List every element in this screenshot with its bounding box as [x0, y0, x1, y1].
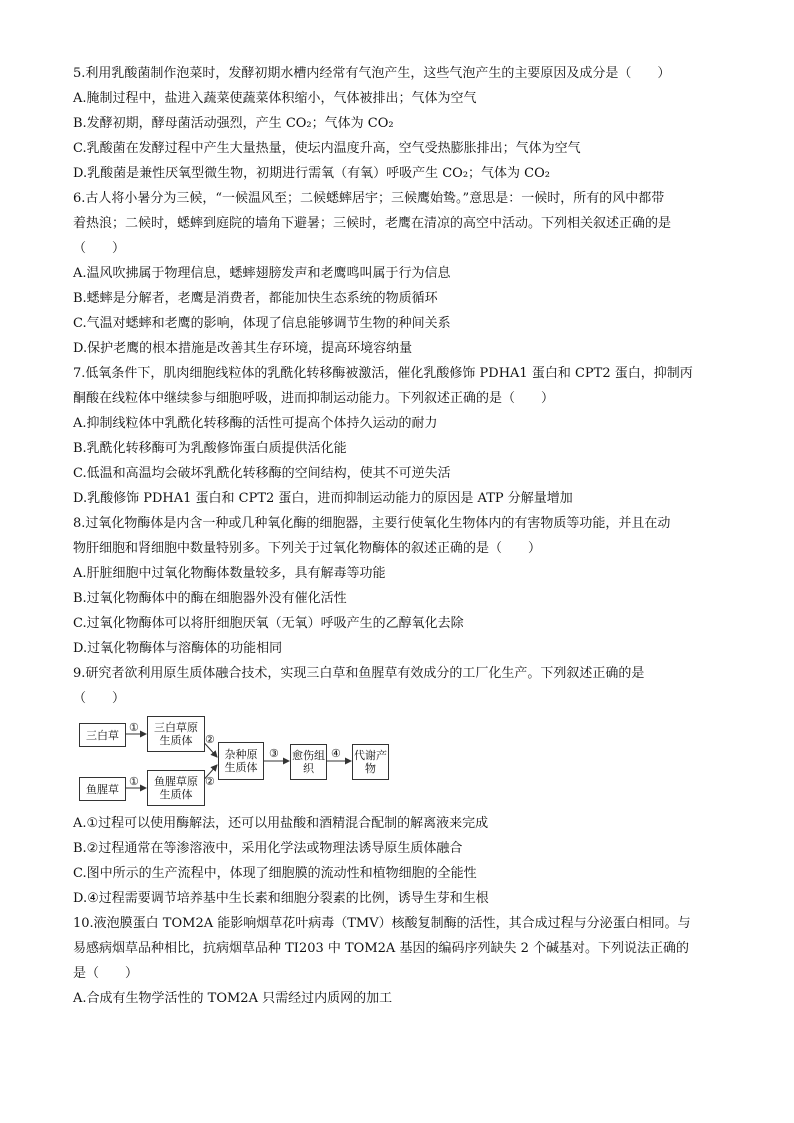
label-step1-top: ①	[129, 721, 139, 734]
q6-option-d: D.保护老鹰的根本措施是改善其生存环境，提高环境容纳量	[73, 341, 413, 356]
box-hybrid-protoplast: 杂种原生质体	[218, 742, 264, 780]
q6-option-c: C.气温对蟋蟀和老鹰的影响，体现了信息能够调节生物的种间关系	[73, 316, 451, 331]
q8-option-a: A.肝脏细胞中过氧化物酶体数量较多，具有解毒等功能	[73, 566, 386, 581]
q10-stem-3: 是（ ）	[73, 966, 139, 981]
box-yuxingcao: 鱼腥草	[79, 777, 126, 801]
q9-option-a: A.①过程可以使用酶解法，还可以用盐酸和酒精混合配制的解离液来完成	[73, 816, 489, 831]
box-sanbaicao: 三白草	[79, 723, 126, 747]
q6-option-a: A.温风吹拂属于物理信息，蟋蟀翅膀发声和老鹰鸣叫属于行为信息	[73, 266, 451, 281]
q7-option-c: C.低温和高温均会破坏乳酰化转移酶的空间结构，使其不可逆失活	[73, 466, 451, 481]
q8-stem-2: 物肝细胞和肾细胞中数量特别多。下列关于过氧化物酶体的叙述正确的是（ ）	[73, 541, 542, 556]
q8-option-b: B.过氧化物酶体中的酶在细胞器外没有催化活性	[73, 591, 347, 606]
q5-option-c: C.乳酸菌在发酵过程中产生大量热量，使坛内温度升高，空气受热膨胀排出；气体为空气	[73, 141, 581, 156]
box-sbc-protoplast: 三白草原生质体	[147, 716, 205, 752]
label-step1-bottom: ①	[129, 775, 139, 788]
label-step4: ④	[331, 747, 341, 760]
q7-stem-2: 酮酸在线粒体中继续参与细胞呼吸，进而抑制运动能力。下列叙述正确的是（ ）	[73, 391, 555, 406]
q5-option-b: B.发酵初期，酵母菌活动强烈，产生 CO₂；气体为 CO₂	[73, 116, 394, 131]
q7-option-b: B.乳酰化转移酶可为乳酸修饰蛋白质提供活化能	[73, 441, 347, 456]
box-callus: 愈伤组织	[290, 744, 327, 780]
q6-option-b: B.蟋蟀是分解者，老鹰是消费者，都能加快生态系统的物质循环	[73, 291, 438, 306]
q5-stem: 5.利用乳酸菌制作泡菜时，发酵初期水槽内经常有气泡产生，这些气泡产生的主要原因及成分是（ ）	[73, 66, 671, 81]
q9-stem-2: （ ）	[73, 691, 126, 706]
q7-option-d: D.乳酸修饰 PDHA1 蛋白和 CPT2 蛋白，进而抑制运动能力的原因是 ATP 分解量增加	[73, 491, 573, 506]
q6-stem-1: 6.古人将小暑分为三候，“一候温风至；二候蟋蟀居宇；三候鹰始鸷。”意思是：一候时，所有的风中都带	[73, 191, 665, 206]
q9-option-b: B.②过程通常在等渗溶液中，采用化学法或物理法诱导原生质体融合	[73, 841, 463, 856]
q5-option-d: D.乳酸菌是兼性厌氧型微生物，初期进行需氧（有氧）呼吸产生 CO₂；气体为 CO₂	[73, 166, 550, 181]
q8-option-d: D.过氧化物酶体与溶酶体的功能相同	[73, 641, 283, 656]
q10-stem-1: 10.液泡膜蛋白 TOM2A 能影响烟草花叶病毒（TMV）核酸复制酶的活性，其合成过程与分泌蛋白相同。与	[73, 916, 691, 931]
label-step2-top: ②	[205, 733, 215, 746]
label-step2-bottom: ②	[205, 775, 215, 788]
q6-stem-2: 着热浪；二候时，蟋蟀到庭院的墙角下避暑；三候时，老鹰在清凉的高空中活动。下列相关叙述正确的是	[73, 216, 672, 231]
q6-stem-3: （ ）	[73, 241, 126, 256]
q9-option-c: C.图中所示的生产流程中，体现了细胞膜的流动性和植物细胞的全能性	[73, 866, 477, 881]
box-yxc-protoplast: 鱼腥草原生质体	[147, 770, 205, 806]
box-metabolite: 代谢产物	[352, 744, 389, 780]
q7-option-a: A.抑制线粒体中乳酰化转移酶的活性可提高个体持久运动的耐力	[73, 416, 438, 431]
label-step3: ③	[269, 747, 279, 760]
q9-stem-1: 9.研究者欲利用原生质体融合技术，实现三白草和鱼腥草有效成分的工厂化生产。下列叙述正确的是	[73, 666, 645, 681]
q8-option-c: C.过氧化物酶体可以将肝细胞厌氧（无氧）呼吸产生的乙醇氧化去除	[73, 616, 464, 631]
q5-option-a: A.腌制过程中，盐进入蔬菜使蔬菜体积缩小，气体被排出；气体为空气	[73, 91, 477, 106]
q10-option-a: A.合成有生物学活性的 TOM2A 只需经过内质网的加工	[73, 991, 393, 1006]
q8-stem-1: 8.过氧化物酶体是内含一种或几种氧化酶的细胞器，主要行使氧化生物体内的有害物质等功能，并且在动	[73, 516, 671, 531]
q9-option-d: D.④过程需要调节培养基中生长素和细胞分裂素的比例，诱导生芽和生根	[73, 891, 489, 906]
q10-stem-2: 易感病烟草品种相比，抗病烟草品种 TI203 中 TOM2A 基因的编码序列缺失 2 个碱基对。下列说法正确的	[73, 941, 689, 956]
q7-stem-1: 7.低氧条件下，肌肉细胞线粒体的乳酰化转移酶被激活，催化乳酸修饰 PDHA1 蛋白和 CPT2 蛋白，抑制丙	[73, 366, 693, 381]
